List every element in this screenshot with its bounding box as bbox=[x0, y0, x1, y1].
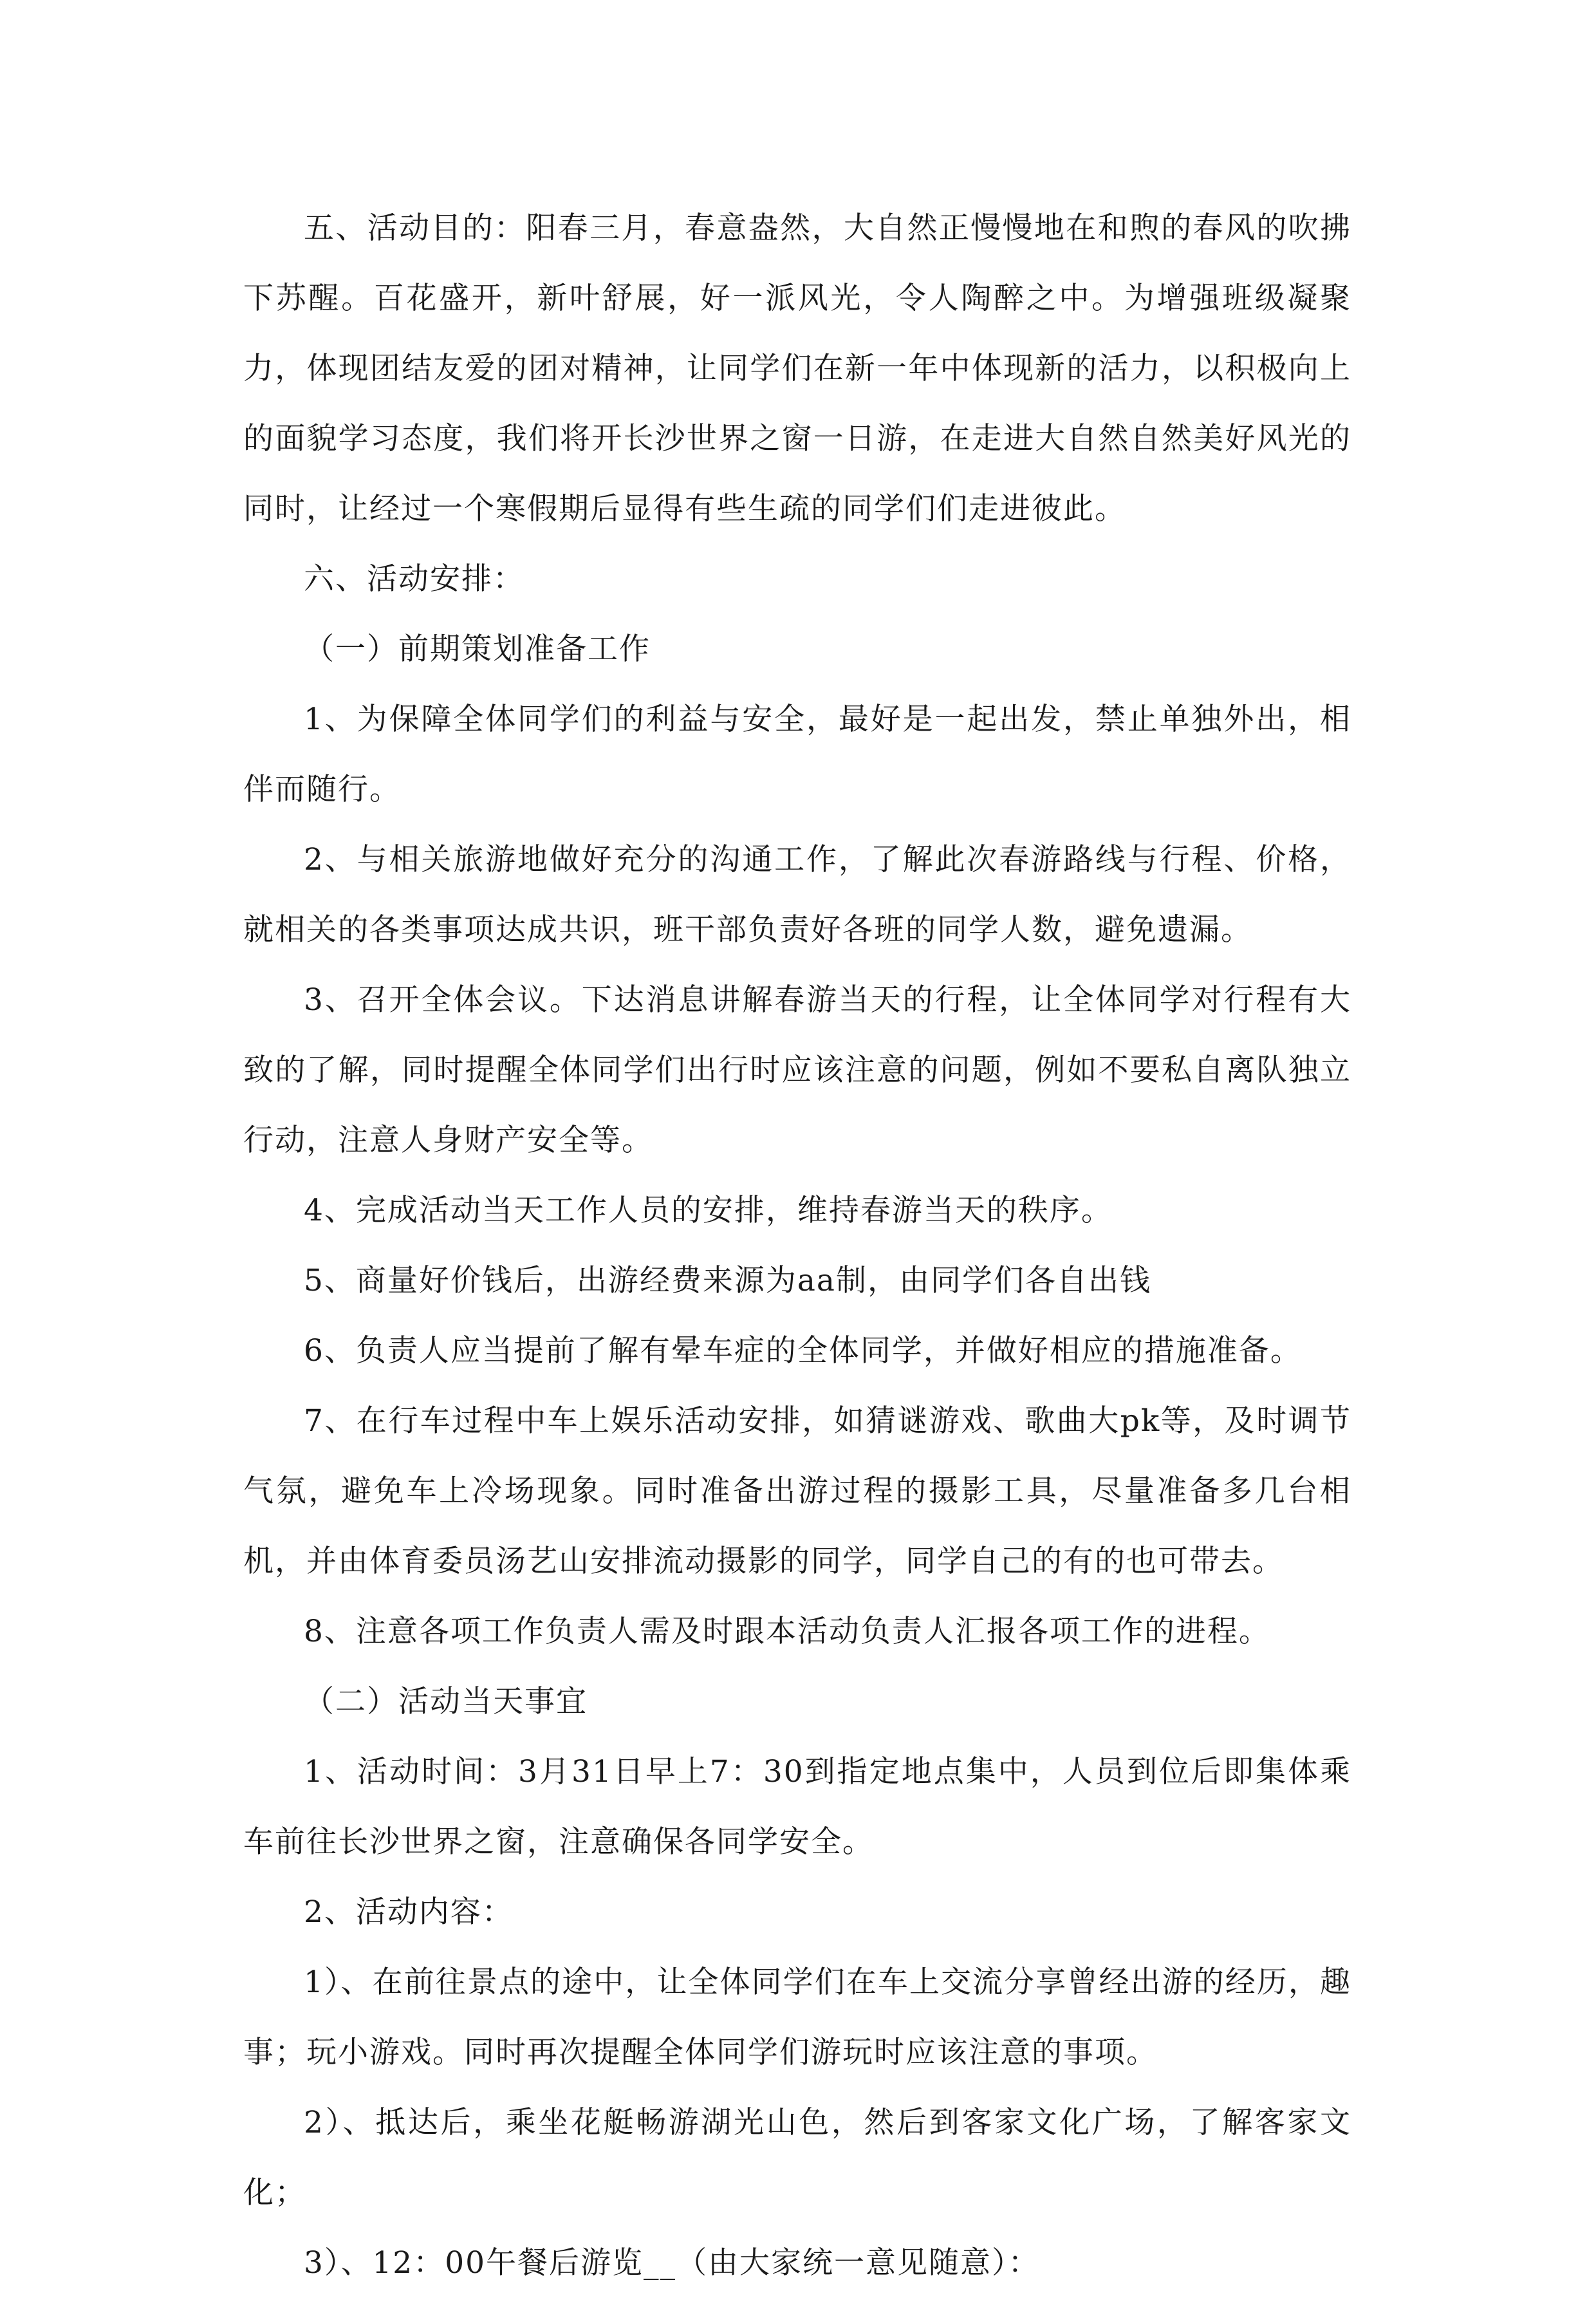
paragraph-purpose: 五、活动目的：阳春三月，春意盎然，大自然正慢慢地在和煦的春风的吹拂下苏醒。百花盛开，新叶舒展，好一派风光，令人陶醉之中。为增强班级凝聚力，体现团结友爱的团对精神，让同学们在新一年中体现新的活力，以积极向上的面貌学习态度，我们将开长沙世界之窗一日游，在走进大自然自然美好风光的同时，让经过一个寒假期后显得有些生疏的同学们们走进彼此。 bbox=[243, 210, 1351, 527]
heading-arrangement: 六、活动安排： bbox=[304, 561, 524, 597]
paragraph-item-4: 4、完成活动当天工作人员的安排，维持春游当天的秩序。 bbox=[304, 1193, 1113, 1228]
paragraph-content-1: 1）、在前往景点的途中，让全体同学们在车上交流分享曾经出游的经历，趣事；玩小游戏。同时再次提醒全体同学们游玩时应该注意的事项。 bbox=[243, 1965, 1351, 2070]
subheading-event-day: （二）活动当天事宜 bbox=[304, 1684, 588, 1719]
paragraph-item-1: 1、为保障全体同学们的利益与安全，最好是一起出发，禁止单独外出，相伴而随行。 bbox=[243, 702, 1351, 807]
paragraph-item-7: 7、在行车过程中车上娱乐活动安排，如猜谜游戏、歌曲大pk等，及时调节气氛，避免车上冷场现象。同时准备出游过程的摄影工具，尽量准备多几台相机，并由体育委员汤艺山安排流动摄影的同学，同学自己的有的也可带去。 bbox=[243, 1403, 1351, 1579]
paragraph-item-8: 8、注意各项工作负责人需及时跟本活动负责人汇报各项工作的进程。 bbox=[304, 1614, 1270, 1649]
paragraph-content-2: 2）、抵达后，乘坐花艇畅游湖光山色，然后到客家文化广场，了解客家文化； bbox=[243, 2105, 1351, 2210]
document-body bbox=[243, 193, 1351, 2298]
paragraph-content-3: 3）、12：00午餐后游览__（由大家统一意见随意）： bbox=[304, 2245, 1040, 2281]
paragraph-event-content: 2、活动内容： bbox=[304, 1894, 514, 1930]
paragraph-item-2: 2、与相关旅游地做好充分的沟通工作，了解此次春游路线与行程、价格，就相关的各类事项达成共识，班干部负责好各班的同学人数，避免遗漏。 bbox=[243, 842, 1351, 948]
paragraph-item-6: 6、负责人应当提前了解有晕车症的全体同学，并做好相应的措施准备。 bbox=[304, 1333, 1302, 1369]
paragraph-item-3: 3、召开全体会议。下达消息讲解春游当天的行程，让全体同学对行程有大致的了解，同时提醒全体同学们出行时应该注意的问题，例如不要私自离队独立行动，注意人身财产安全等。 bbox=[243, 982, 1351, 1158]
subheading-preparation: （一）前期策划准备工作 bbox=[304, 631, 651, 667]
paragraph-event-time: 1、活动时间：3月31日早上7：30到指定地点集中，人员到位后即集体乘车前往长沙世界之窗，注意确保各同学安全。 bbox=[243, 1754, 1351, 1860]
paragraph-item-5: 5、商量好价钱后，出游经费来源为aa制，由同学们各自出钱 bbox=[304, 1263, 1151, 1298]
